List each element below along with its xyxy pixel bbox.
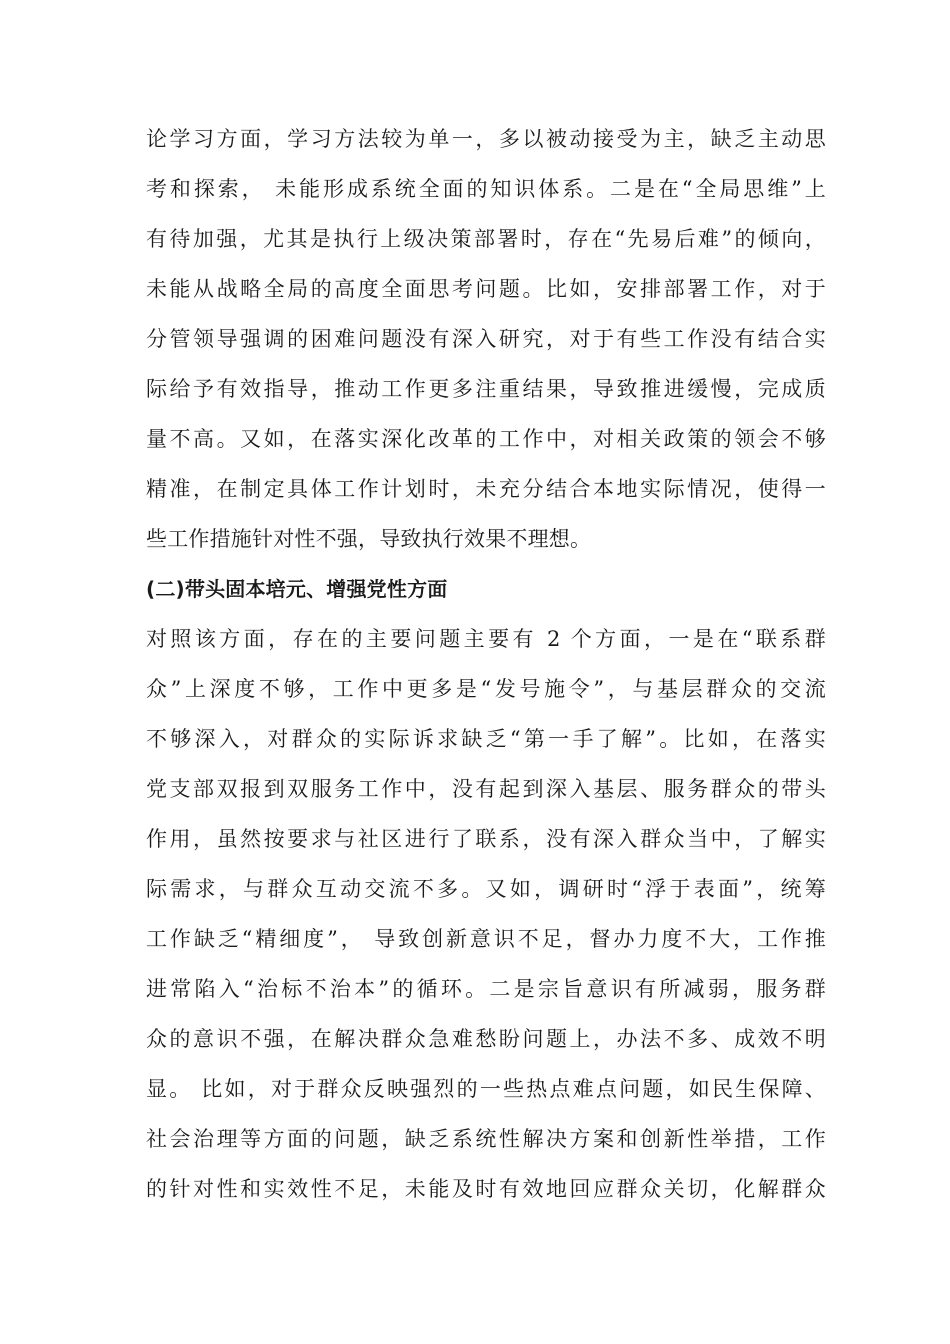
body-line: 际给予有效指导，推动工作更多注重结果，导致推进缓慢，完成质 — [146, 377, 826, 401]
section-heading: (二)带头固本培元、增强党性方面 — [146, 577, 448, 601]
body-line: 作用，虽然按要求与社区进行了联系，没有深入群众当中，了解实 — [146, 827, 826, 851]
body-line: 量不高。又如，在落实深化改革的工作中，对相关政策的领会不够 — [146, 427, 826, 451]
body-line: 工作缺乏“精细度”， 导致创新意识不足，督办力度不大，工作推 — [146, 927, 826, 951]
body-line: 精准，在制定具体工作计划时，未充分结合本地实际情况，使得一 — [146, 477, 826, 501]
body-line: 对照该方面，存在的主要问题主要有 2 个方面，一是在“联系群 — [146, 627, 826, 651]
body-line: 有待加强，尤其是执行上级决策部署时，存在“先易后难”的倾向， — [146, 227, 826, 251]
document-page — [146, 114, 826, 1214]
body-line: 社会治理等方面的问题，缺乏系统性解决方案和创新性举措，工作 — [146, 1127, 826, 1151]
body-line: 众的意识不强，在解决群众急难愁盼问题上，办法不多、成效不明 — [146, 1027, 826, 1051]
body-line: 论学习方面，学习方法较为单一，多以被动接受为主，缺乏主动思 — [146, 127, 826, 151]
body-line: 的针对性和实效性不足，未能及时有效地回应群众关切，化解群众 — [146, 1177, 826, 1201]
body-line: 进常陷入“治标不治本”的循环。二是宗旨意识有所减弱，服务群 — [146, 977, 826, 1001]
body-line: 未能从战略全局的高度全面思考问题。比如，安排部署工作，对于 — [146, 277, 826, 301]
body-line: 不够深入，对群众的实际诉求缺乏“第一手了解”。比如，在落实 — [146, 727, 826, 751]
body-line: 党支部双报到双服务工作中，没有起到深入基层、服务群众的带头 — [146, 777, 826, 801]
body-line: 显。 比如，对于群众反映强烈的一些热点难点问题，如民生保障、 — [146, 1077, 826, 1101]
body-line: 众”上深度不够，工作中更多是“发号施令”，与基层群众的交流 — [146, 677, 826, 701]
body-line: 际需求，与群众互动交流不多。又如，调研时“浮于表面”，统筹 — [146, 877, 826, 901]
body-line-last: 些工作措施针对性不强，导致执行效果不理想。 — [146, 527, 592, 551]
body-line: 分管领导强调的困难问题没有深入研究，对于有些工作没有结合实 — [146, 327, 826, 351]
body-line: 考和探索， 未能形成系统全面的知识体系。二是在“全局思维”上 — [146, 177, 826, 201]
